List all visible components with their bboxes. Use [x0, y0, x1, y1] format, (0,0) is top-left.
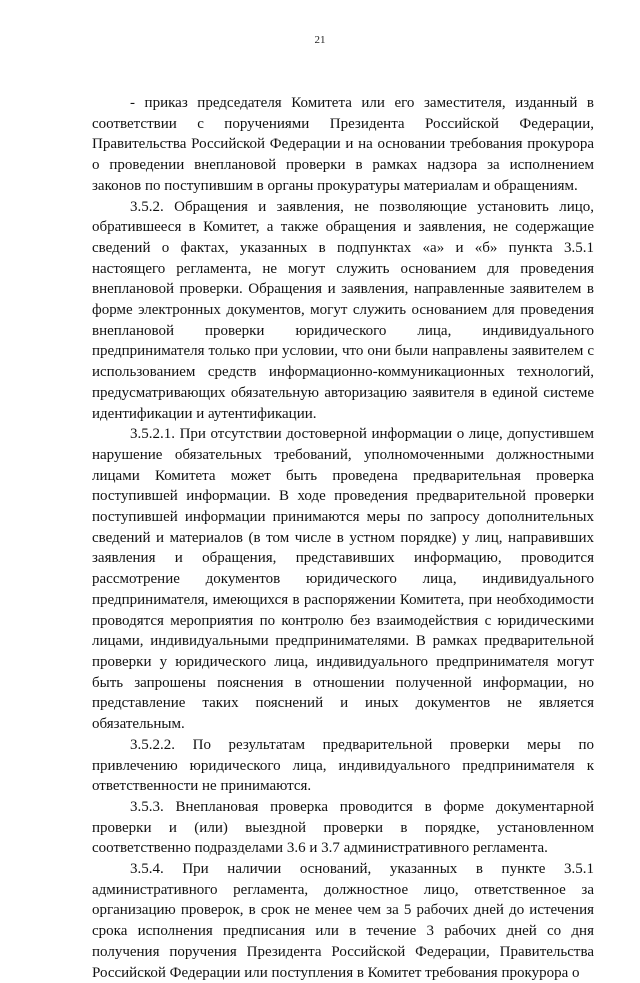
paragraph-3-5-3: 3.5.3. Внеплановая проверка проводится в форме документарной проверки и (или) выездной проверки в порядке, установленном соответственно подразделами 3.6 и 3.7 административного регламента.: [92, 798, 594, 857]
paragraph-3-5-2-2: 3.5.2.2. По результатам предварительной проверки меры по привлечению юридического лица, индивидуального предпринимателя к ответственности не принимаются.: [92, 736, 594, 795]
paragraph-3-5-4: 3.5.4. При наличии оснований, указанных в пункте 3.5.1 административного регламента, должностное лицо, ответственное за организацию проверок, в срок не менее чем за 5 рабочих дней до истечения срока исполнения предписания или в течение 3 рабочих дней со дня получения поручения Президента Российской Федерации, Правительства Российской Федерации или поступления в Комитет требования прокурора о: [92, 861, 594, 981]
paragraph-3-5-2: 3.5.2. Обращения и заявления, не позволяющие установить лицо, обратившееся в Комитет, а также обращения и заявления, не содержащие сведений о фактах, указанных в подпунктах «а» и «б» пункта 3.5.1 настоящего регламента, не могут служить основанием для проведения внеплановой проверки. Обращения и заявления, направленные заявителем в форме электронных документов, могут служить основанием для проведения внеплановой проверки юридического лица, индивидуального предпринимателя только при условии, что они были направлены заявителем с использованием средств информационно-коммуникационных технологий, предусматривающих обязательную авторизацию заявителя в единой системе идентификации и аутентификации.: [92, 198, 594, 422]
paragraph-3-5-2-1: 3.5.2.1. При отсутствии достоверной информации о лице, допустившем нарушение обязательных требований, уполномоченными должностными лицами Комитета может быть проведена предварительная проверка поступившей информации. В ходе проведения предварительной проверки поступившей информации принимаются меры по запросу дополнительных сведений и материалов (в том числе в устном порядке) у лиц, направивших заявления и обращения, представивших информацию, проводится рассмотрение документов юридического лица, индивидуального предпринимателя, имеющихся в распоряжении Комитета, при необходимости проводятся мероприятия по контролю без взаимодействия с юридическими лицами, индивидуальными предпринимателями. В рамках предварительной проверки у юридического лица, индивидуального предпринимателя могут быть запрошены пояснения в отношении полученной информации, но представление таких пояснений и иных документов не является обязательным.: [92, 426, 594, 733]
paragraph-order-basis: - приказ председателя Комитета или его заместителя, изданный в соответствии с поручениями Президента Российской Федерации, Правительства Российской Федерации и на основании требования прокурора о проведении внеплановой проверки в рамках надзора за исполнением законов по поступившим в органы прокуратуры материалам и обращениям.: [92, 95, 594, 194]
page-number: 21: [314, 34, 326, 46]
document-body: [92, 93, 594, 983]
